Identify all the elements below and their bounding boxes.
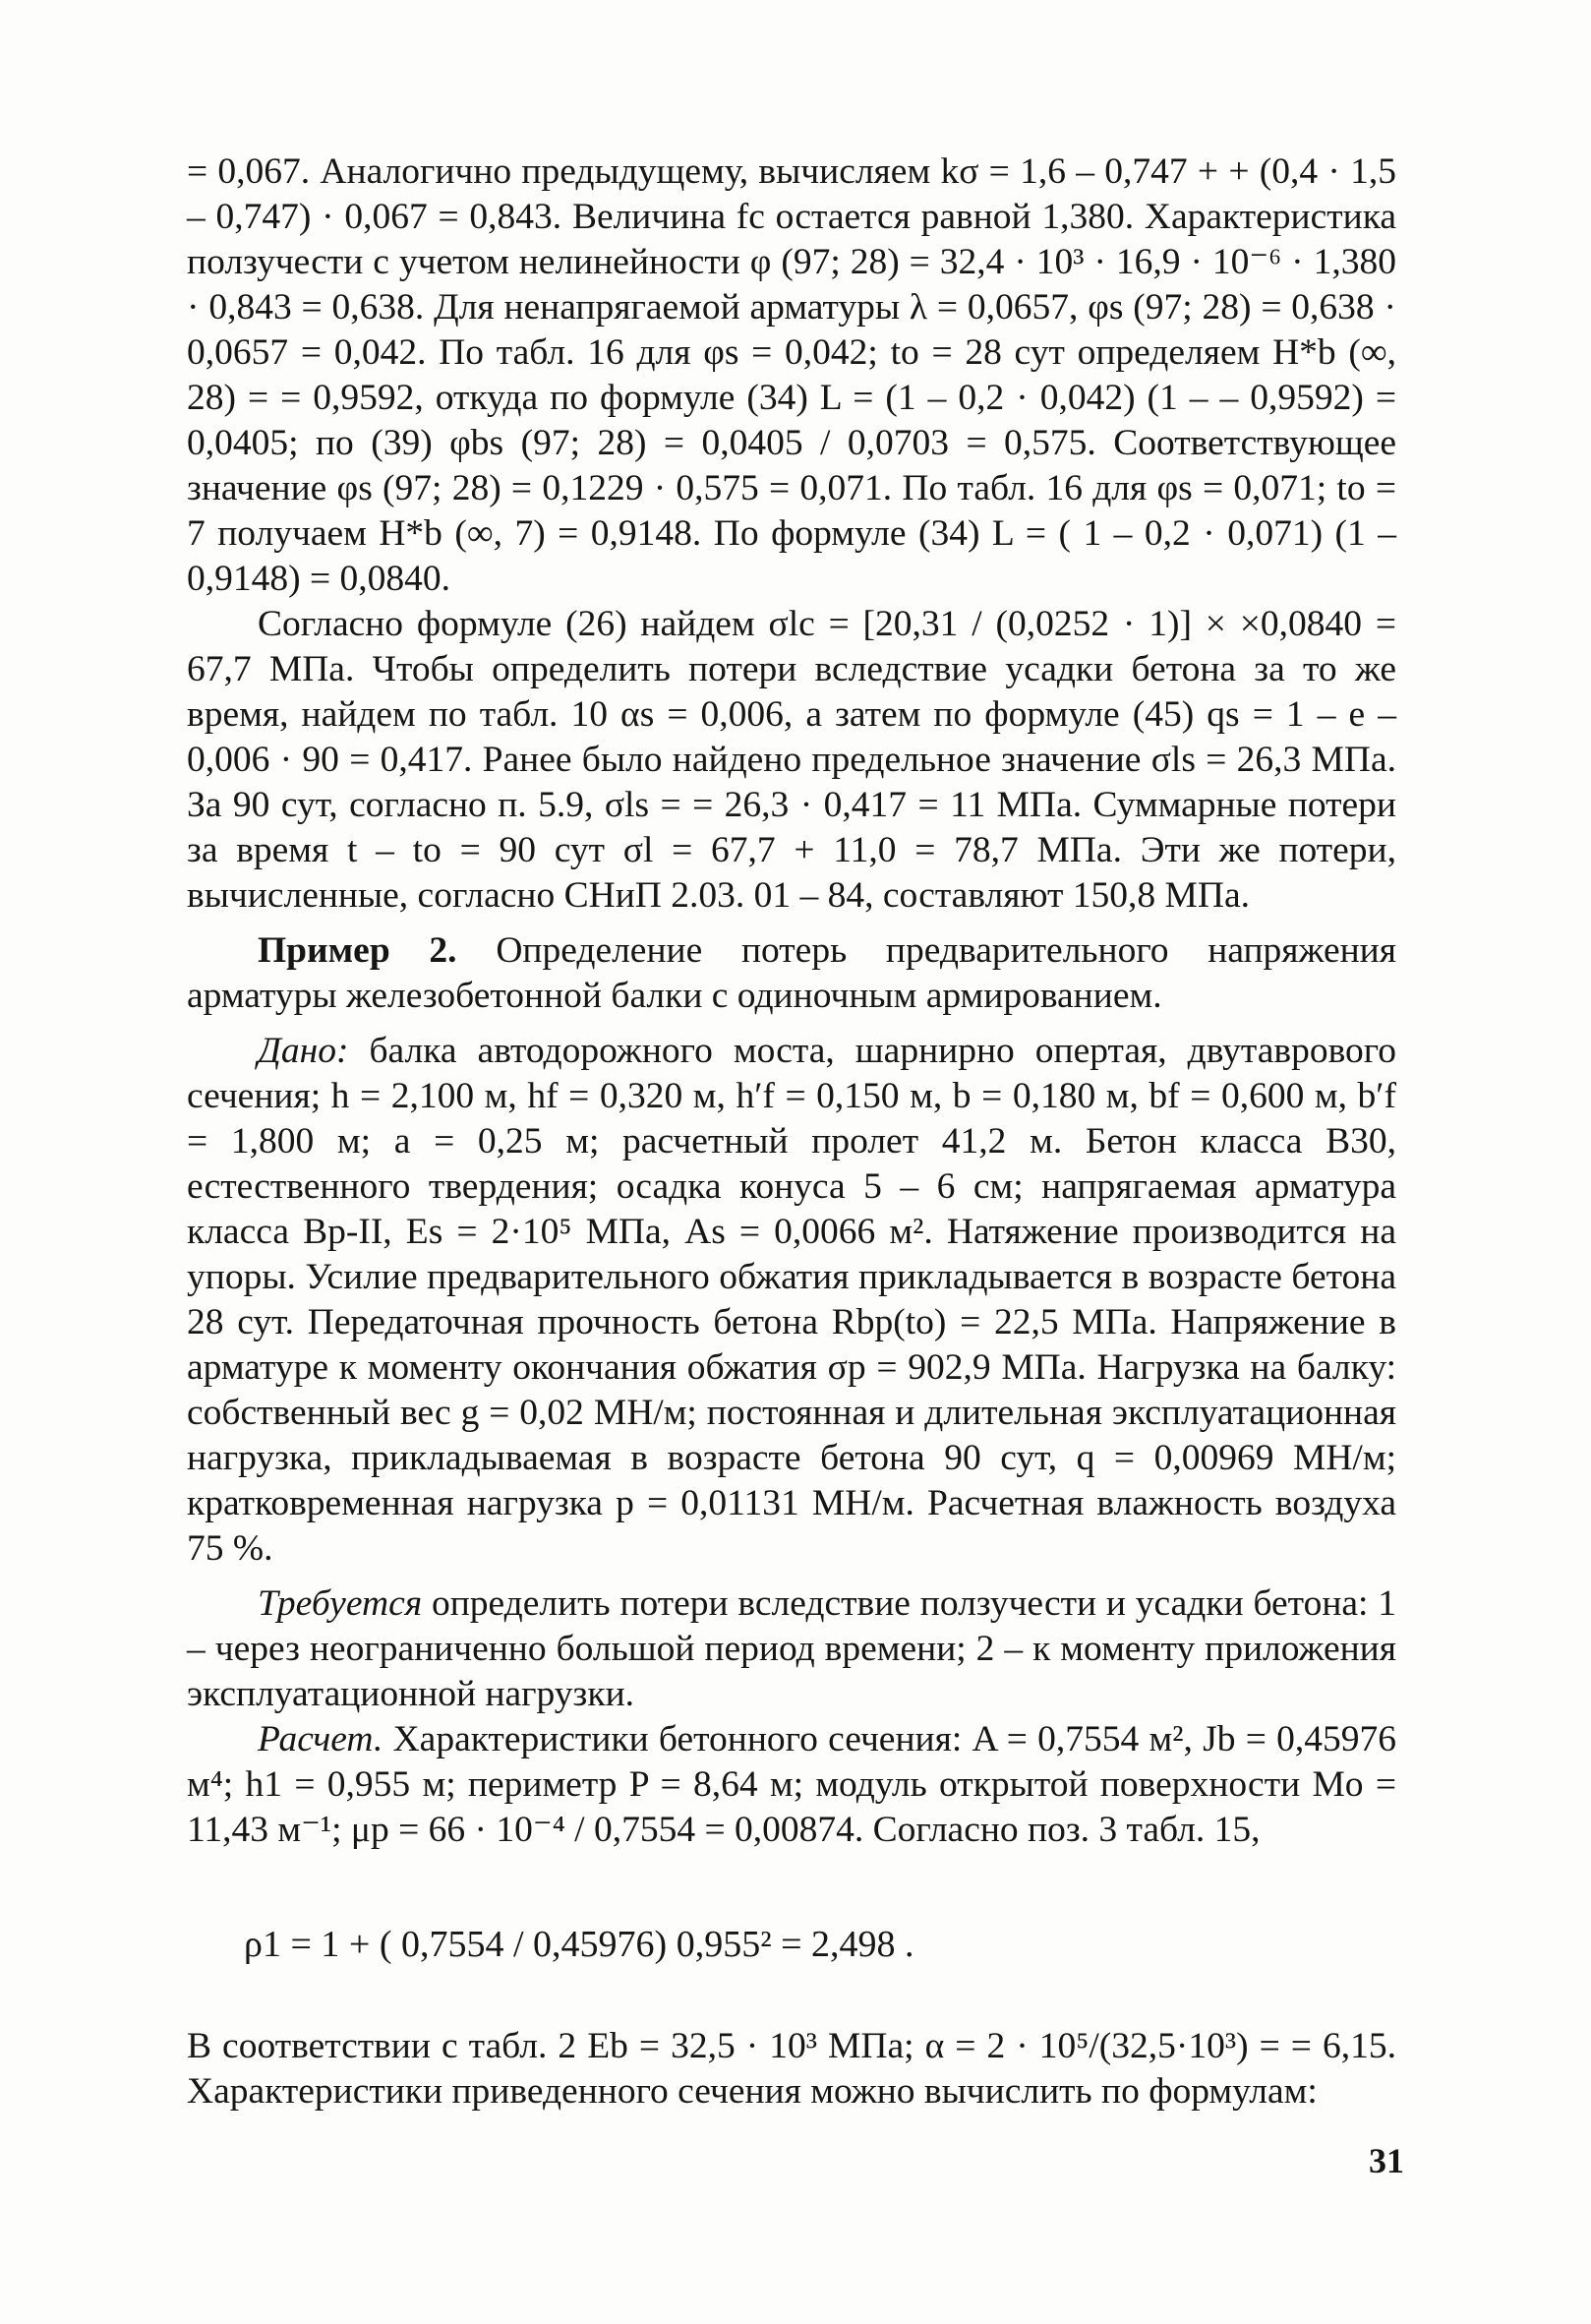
paragraph-losses-summary: Согласно формуле (26) найдем σlc = [20,31 / (0,0252 · 1)] × ×0,0840 = 67,7 МПа. Чтобы определить потери вследствие усадки бетона за то же время, найдем по табл. 10 αs = 0,006, а затем по формуле (45) qs = 1 – e – 0,006 · 90 = 0,417. Ранее было найдено предельное значение σls = 26,3 МПа. За 90 сут, согласно п. 5.9, σls = = 26,3 · 0,417 = 11 МПа. Суммарные потери за время t – to = 90 сут σl = 67,7 + 11,0 = 78,7 МПа. Эти же потери, вычисленные, согласно СНиП 2.03. 01 – 84, составляют 150,8 МПа. <box>187 604 1396 916</box>
calculation-label: Расчет. <box>258 1719 383 1759</box>
given-label: Дано: <box>258 1031 349 1071</box>
paragraph-calculation <box>187 1717 1396 1853</box>
formula-rho: ρ1 = 1 + ( 0,7554 / 0,45976) 0,955² = 2,498 . <box>244 1924 914 1965</box>
paragraph-creep-calculation: = 0,067. Аналогично предыдущему, вычисляем kσ = 1,6 – 0,747 + + (0,4 · 1,5 – 0,747) · 0,067 = 0,843. Величина fc остается равной 1,380. Характеристика ползучести с учетом нелинейности φ (97; 28) = 32,4 · 10³ · 16,9 · 10⁻⁶ · 1,380 · 0,843 = 0,638. Для ненапрягаемой арматуры λ = 0,0657, φs (97; 28) = 0,638 · 0,0657 = 0,042. По табл. 16 для φs = 0,042; to = 28 сут определяем H*b (∞, 28) = = 0,9592, откуда по формуле (34) L = (1 – 0,2 · 0,042) (1 – – 0,9592) = 0,0405; по (39) φbs (97; 28) = 0,0405 / 0,0703 = 0,575. Соответствующее значение φs (97; 28) = 0,1229 · 0,575 = 0,071. По табл. 16 для φs = 0,071; to = 7 получаем H*b (∞, 7) = 0,9148. По формуле (34) L = ( 1 – 0,2 · 0,071) (1 – 0,9148) = 0,0840. <box>187 151 1396 599</box>
calculation-text: Характеристики бетонного сечения: A = 0,7554 м², Jb = 0,45976 м⁴; h1 = 0,955 м; периметр P = 8,64 м; модуль открытой поверхности Mo = 11,43 м⁻¹; μp = 66 · 10⁻⁴ / 0,7554 = 0,00874. Согласно поз. 3 табл. 15, <box>187 1719 1396 1850</box>
example-title: Пример 2. <box>258 930 457 971</box>
text-column <box>187 149 1396 2115</box>
paragraph-given <box>187 1029 1396 1572</box>
required-text: определить потери вследствие ползучести и усадки бетона: 1 – через неограниченно большой период времени; 2 – к моменту приложения эксплуатационной нагрузки. <box>187 1583 1396 1714</box>
paragraph-example-2 <box>187 928 1396 1019</box>
required-label: Требуется <box>258 1583 423 1624</box>
paragraph-required <box>187 1581 1396 1717</box>
paragraph-reduced-section: В соответствии с табл. 2 Eb = 32,5 · 10³ МПа; α = 2 · 10⁵/(32,5·10³) = = 6,15. Характеристики приведенного сечения можно вычислить по формулам: <box>187 2026 1396 2112</box>
example-description: Определение потерь предварительного напряжения арматуры железобетонной балки с одиночным армированием. <box>187 930 1396 1016</box>
page-number: 31 <box>1369 2141 1404 2180</box>
given-text: балка автодорожного моста, шарнирно опертая, двутаврового сечения; h = 2,100 м, hf = 0,320 м, h′f = 0,150 м, b = 0,180 м, bf = 0,600 м, b′f = 1,800 м; a = 0,25 м; расчетный пролет 41,2 м. Бетон класса B30, естественного твердения; осадка конуса 5 – 6 см; напрягаемая арматура класса Bp-II, Es = 2·10⁵ МПа, As = 0,0066 м². Натяжение производится на упоры. Усилие предварительного обжатия прикладывается в возрасте бетона 28 сут. Передаточная прочность бетона Rbp(to) = 22,5 МПа. Напряжение в арматуре к моменту окончания обжатия σp = 902,9 МПа. Нагрузка на балку: собственный вес g = 0,02 МН/м; постоянная и длительная эксплуатационная нагрузка, прикладываемая в возрасте бетона 90 сут, q = 0,00969 МН/м; кратковременная нагрузка p = 0,01131 МН/м. Расчетная влажность воздуха 75 %. <box>187 1031 1396 1569</box>
